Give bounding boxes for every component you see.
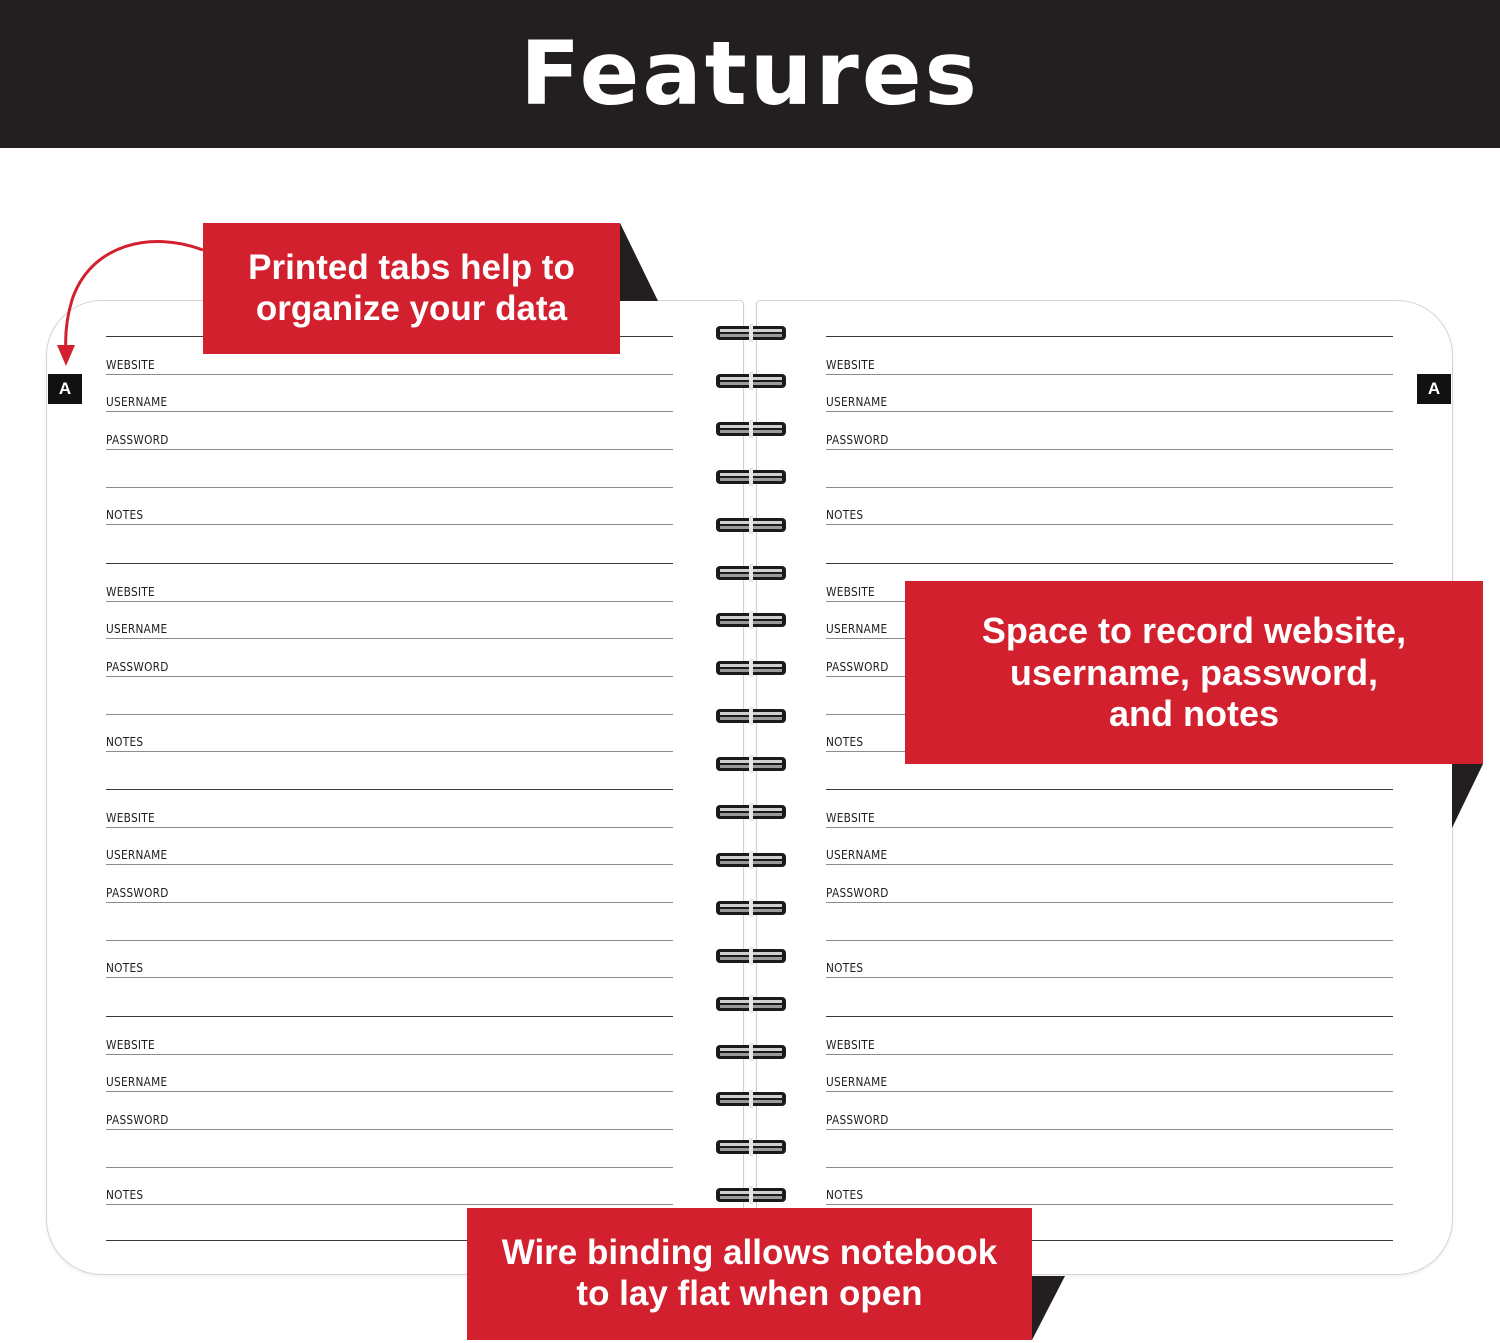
field-label-username: USERNAME: [826, 848, 888, 862]
field-label-notes: NOTES: [106, 508, 144, 522]
binding-ring-icon: [715, 563, 787, 583]
writing-line[interactable]: [826, 524, 1393, 525]
right-index-tab: A: [1417, 374, 1451, 404]
entry-top-rule: [826, 1016, 1393, 1017]
entry-top-rule: [106, 789, 673, 790]
binding-ring-icon: [715, 467, 787, 487]
writing-line[interactable]: [106, 1204, 673, 1205]
field-label-notes: NOTES: [826, 961, 864, 975]
field-label-website: WEBSITE: [826, 1037, 875, 1052]
entry-top-rule: [106, 1016, 673, 1017]
field-label-password: PASSWORD: [826, 1112, 889, 1127]
binding-ring-icon: [715, 1089, 787, 1109]
left-index-tab: A: [48, 374, 82, 404]
space-callout-text: Space to record website, username, password, and notes: [981, 609, 1407, 735]
field-label-password: PASSWORD: [826, 659, 889, 674]
writing-line[interactable]: [106, 1054, 673, 1055]
writing-line[interactable]: [826, 864, 1393, 865]
binding-ring-icon: [715, 802, 787, 822]
field-label-password: PASSWORD: [106, 659, 169, 674]
field-label-website: WEBSITE: [826, 811, 875, 825]
field-label-username: USERNAME: [106, 1074, 168, 1089]
writing-line[interactable]: [826, 449, 1393, 450]
binding-ring-icon: [715, 1137, 787, 1157]
binding-ring-icon: [715, 946, 787, 966]
wire-callout: [467, 1208, 1032, 1340]
writing-line[interactable]: [826, 977, 1393, 978]
writing-line[interactable]: [106, 449, 673, 450]
writing-line[interactable]: [106, 940, 673, 941]
tabs-callout: [203, 223, 620, 354]
binding-ring-icon: [715, 610, 787, 630]
entry-top-rule: [826, 563, 1393, 564]
field-label-username: USERNAME: [106, 395, 168, 409]
wire-callout-text: Wire binding allows notebook to lay flat when open: [501, 1233, 998, 1313]
binding-ring-icon: [715, 706, 787, 726]
writing-line[interactable]: [106, 411, 673, 412]
binding-ring-icon: [715, 1042, 787, 1062]
field-label-notes: NOTES: [106, 1187, 144, 1202]
writing-line[interactable]: [106, 601, 673, 602]
writing-line[interactable]: [106, 487, 673, 488]
field-label-username: USERNAME: [826, 621, 888, 636]
writing-line[interactable]: [826, 374, 1393, 375]
field-label-website: WEBSITE: [106, 1037, 155, 1052]
field-label-username: USERNAME: [106, 848, 168, 862]
writing-line[interactable]: [106, 827, 673, 828]
writing-line[interactable]: [106, 714, 673, 715]
entry-top-rule: [826, 336, 1393, 337]
binding-ring-icon: [715, 371, 787, 391]
writing-line[interactable]: [106, 902, 673, 903]
field-label-notes: NOTES: [826, 734, 864, 749]
field-label-password: PASSWORD: [106, 886, 169, 900]
field-label-notes: NOTES: [826, 1187, 864, 1202]
writing-line[interactable]: [826, 1091, 1393, 1092]
writing-line[interactable]: [106, 638, 673, 639]
writing-line[interactable]: [826, 827, 1393, 828]
writing-line[interactable]: [826, 1129, 1393, 1130]
field-label-website: WEBSITE: [826, 358, 875, 372]
binding-ring-icon: [715, 898, 787, 918]
writing-line[interactable]: [826, 411, 1393, 412]
binding-ring-icon: [715, 1185, 787, 1205]
writing-line[interactable]: [106, 1129, 673, 1130]
field-label-notes: NOTES: [826, 508, 864, 522]
field-label-username: USERNAME: [826, 1074, 888, 1089]
space-callout: [905, 581, 1483, 764]
banner-title: Features: [520, 22, 980, 125]
field-label-notes: NOTES: [106, 961, 144, 975]
writing-line[interactable]: [826, 902, 1393, 903]
writing-line[interactable]: [106, 751, 673, 752]
entry-top-rule: [106, 563, 673, 564]
writing-line[interactable]: [106, 1091, 673, 1092]
writing-line[interactable]: [826, 1204, 1393, 1205]
binding-ring-icon: [715, 515, 787, 535]
binding-ring-icon: [715, 754, 787, 774]
writing-line[interactable]: [106, 977, 673, 978]
field-label-website: WEBSITE: [106, 358, 155, 372]
writing-line[interactable]: [106, 864, 673, 865]
writing-line[interactable]: [826, 940, 1393, 941]
writing-line[interactable]: [106, 676, 673, 677]
tabs-callout-shadow: [620, 223, 658, 301]
field-label-username: USERNAME: [826, 395, 888, 409]
writing-line[interactable]: [106, 1167, 673, 1168]
field-label-website: WEBSITE: [106, 811, 155, 825]
field-label-password: PASSWORD: [106, 433, 169, 447]
field-label-password: PASSWORD: [106, 1112, 169, 1127]
wire-binding: [712, 0, 788, 1343]
binding-ring-icon: [715, 323, 787, 343]
writing-line[interactable]: [826, 1167, 1393, 1168]
field-label-password: PASSWORD: [826, 886, 889, 900]
field-label-notes: NOTES: [106, 734, 144, 749]
field-label-website: WEBSITE: [826, 584, 875, 599]
binding-ring-icon: [715, 994, 787, 1014]
writing-line[interactable]: [106, 374, 673, 375]
writing-line[interactable]: [826, 1054, 1393, 1055]
field-label-website: WEBSITE: [106, 584, 155, 599]
writing-line[interactable]: [106, 524, 673, 525]
binding-ring-icon: [715, 419, 787, 439]
field-label-password: PASSWORD: [826, 433, 889, 447]
binding-ring-icon: [715, 850, 787, 870]
tabs-callout-text: Printed tabs help to organize your data: [248, 247, 575, 328]
field-label-username: USERNAME: [106, 621, 168, 636]
space-callout-shadow: [1452, 764, 1483, 828]
wire-callout-shadow: [1032, 1276, 1065, 1340]
writing-line[interactable]: [826, 487, 1393, 488]
entry-top-rule: [826, 789, 1393, 790]
binding-ring-icon: [715, 658, 787, 678]
